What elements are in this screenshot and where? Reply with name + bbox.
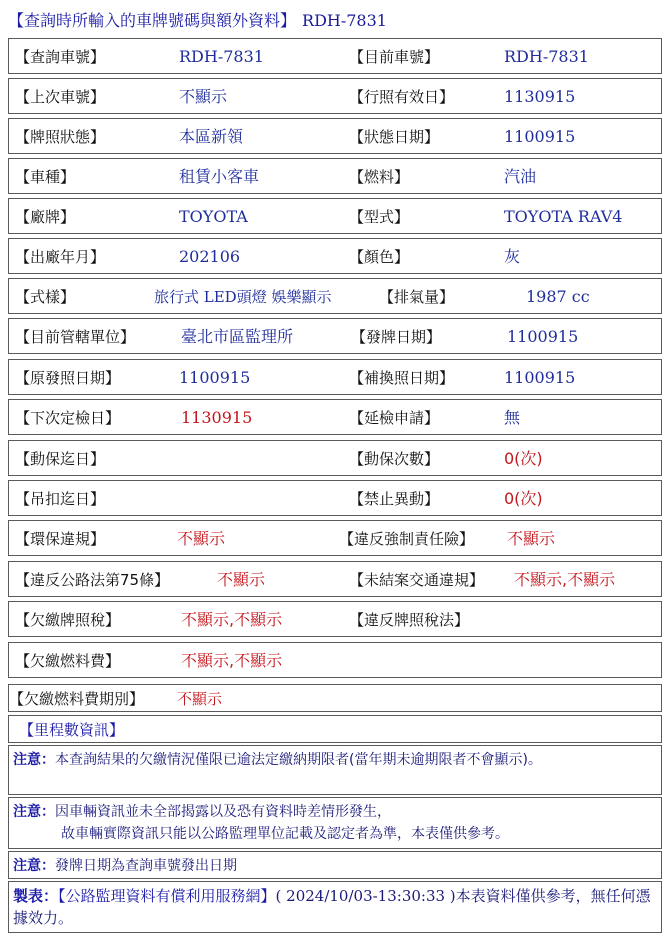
- value-3-right: 汽油: [504, 167, 537, 186]
- label-12-left: 【環保違規】: [15, 530, 106, 548]
- table-row: [8, 684, 662, 712]
- label-9-right: 【延檢申請】: [349, 409, 440, 427]
- label-3-right: 【燃料】: [349, 168, 410, 186]
- value-14-left: 不顯示,不顯示: [181, 610, 283, 629]
- table-row: [8, 520, 662, 556]
- label-0-right: 【目前車號】: [349, 48, 440, 66]
- note-text: 發牌日期為查詢車號發出日期: [55, 858, 237, 874]
- label-13-left: 【違反公路法第75條】: [15, 571, 170, 589]
- table-row: [8, 118, 662, 154]
- label-11-right: 【禁止異動】: [349, 490, 440, 508]
- label-14-left: 【欠繳牌照稅】: [15, 611, 121, 629]
- table-row: [8, 318, 662, 354]
- value-5-right: 灰: [504, 247, 521, 266]
- label-13-right: 【未結案交通違規】: [349, 571, 485, 589]
- value-6-left: 旅行式 LED頭燈 娛樂顯示: [154, 288, 332, 306]
- table-row: [8, 642, 662, 678]
- note-text: 本查詢結果的欠繳情況僅限已逾法定繳納期限者(當年期未逾期限者不會顯示)。: [55, 752, 542, 768]
- label-1-right: 【行照有效日】: [349, 88, 455, 106]
- value-15-left: 不顯示,不顯示: [181, 651, 283, 670]
- note-prefix: 注意：: [13, 858, 55, 874]
- value-4-right: TOYOTA RAV4: [504, 207, 623, 226]
- value-5-left: 202106: [179, 247, 241, 266]
- label-10-left: 【動保迄日】: [15, 450, 106, 468]
- value-9-right: 無: [504, 408, 521, 427]
- value-13-left: 不顯示: [217, 570, 266, 589]
- table-row: [8, 561, 662, 597]
- value-1-right: 1130915: [504, 87, 576, 106]
- value-7-left: 臺北市區監理所: [181, 327, 294, 346]
- note-prefix: 注意：: [13, 804, 55, 820]
- label-12-right: 【違反強制責任險】: [339, 530, 475, 548]
- label-10-right: 【動保次數】: [349, 450, 440, 468]
- note-prefix: 注意：: [13, 752, 55, 768]
- table-row: [8, 38, 662, 74]
- value-6-right: 1987 cc: [526, 287, 590, 306]
- table-row: [8, 399, 662, 435]
- label-7-left: 【目前管轄單位】: [15, 328, 136, 346]
- table-row: [8, 480, 662, 516]
- label-9-left: 【下次定檢日】: [15, 409, 121, 427]
- service-name-link[interactable]: 【公路監理資料有償利用服務網】: [58, 887, 276, 905]
- value-11-right: 0(次): [504, 489, 543, 508]
- footer-prefix: 製表：: [13, 887, 59, 905]
- note-2: [8, 797, 662, 849]
- footer-disclaimer: 本表資料僅供參考，無任何憑據效力。: [13, 887, 651, 927]
- table-row: [8, 278, 662, 314]
- value-10-right: 0(次): [504, 449, 543, 468]
- note-text: 因車輛資訊並未全部揭露以及恐有資料時差情形發生，: [55, 804, 391, 820]
- value-8-right: 1100915: [504, 368, 576, 387]
- label-3-left: 【車種】: [15, 168, 76, 186]
- label-8-right: 【補換照日期】: [349, 369, 455, 387]
- table-row: [8, 238, 662, 274]
- value-1-left: 不顯示: [179, 87, 228, 106]
- footer: [8, 881, 662, 933]
- report-timestamp: ( 2024/10/03-13:30:33 ): [275, 887, 456, 905]
- value-13-right: 不顯示,不顯示: [514, 570, 616, 589]
- table-row: [8, 440, 662, 476]
- label-11-left: 【吊扣迄日】: [15, 490, 106, 508]
- table-row: [8, 601, 662, 637]
- label-8-left: 【原發照日期】: [15, 369, 121, 387]
- value-8-left: 1100915: [179, 368, 251, 387]
- value-fuel-fee-period: 不顯示: [177, 690, 223, 708]
- table-row: [8, 78, 662, 114]
- value-0-right: RDH-7831: [504, 47, 589, 66]
- value-9-left: 1130915: [181, 408, 253, 427]
- value-2-right: 1100915: [504, 127, 576, 146]
- label-5-right: 【顏色】: [349, 248, 410, 266]
- page-title: [8, 6, 662, 36]
- label-5-left: 【出廠年月】: [15, 248, 106, 266]
- label-fuel-fee-period: 【欠繳燃料費期別】: [9, 690, 145, 708]
- mileage-section-header: 【里程數資訊】: [8, 715, 662, 743]
- table-row: [8, 198, 662, 234]
- value-12-left: 不顯示: [177, 529, 226, 548]
- label-1-left: 【上次車號】: [15, 88, 106, 106]
- label-0-left: 【查詢車號】: [15, 48, 106, 66]
- value-7-right: 1100915: [507, 327, 579, 346]
- label-2-right: 【狀態日期】: [349, 128, 440, 146]
- label-7-right: 【發牌日期】: [351, 328, 442, 346]
- title-plate: RDH-7831: [302, 11, 387, 30]
- title-label: 【查詢時所輸入的車牌號碼與額外資料】: [8, 11, 297, 30]
- value-4-left: TOYOTA: [179, 207, 248, 226]
- value-0-left: RDH-7831: [179, 47, 264, 66]
- label-4-right: 【型式】: [349, 208, 410, 226]
- value-3-left: 租賃小客車: [179, 167, 260, 186]
- label-6-left: 【式樣】: [15, 288, 76, 306]
- label-6-right: 【排氣量】: [379, 288, 455, 306]
- value-12-right: 不顯示: [507, 529, 556, 548]
- value-2-left: 本區新領: [179, 127, 244, 146]
- note-1: [8, 745, 662, 795]
- label-14-right: 【違反牌照稅法】: [349, 611, 470, 629]
- note-3: [8, 851, 662, 879]
- label-15-left: 【欠繳燃料費】: [15, 652, 121, 670]
- note-text-line2: 故車輛實際資訊只能以公路監理單位記載及認定者為準，本表僅供參考。: [61, 826, 509, 842]
- table-row: [8, 359, 662, 395]
- label-4-left: 【廠牌】: [15, 208, 76, 226]
- table-row: [8, 158, 662, 194]
- label-2-left: 【牌照狀態】: [15, 128, 106, 146]
